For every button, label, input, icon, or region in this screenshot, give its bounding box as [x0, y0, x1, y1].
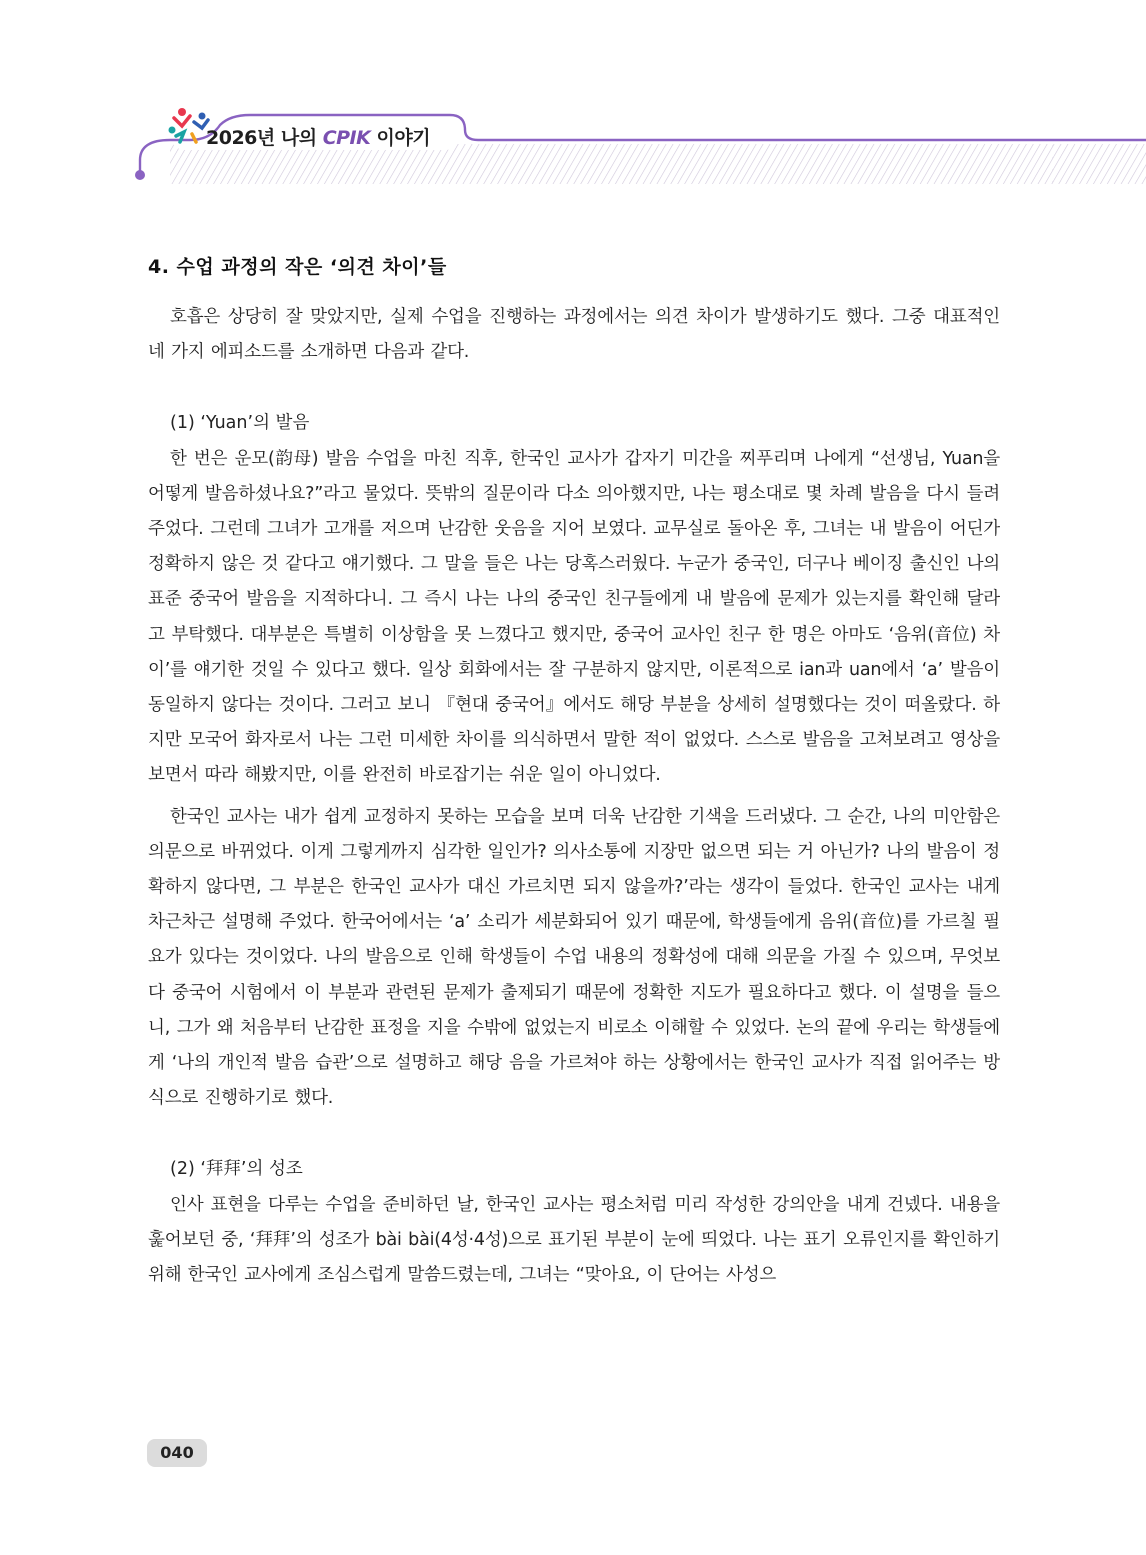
- episode-1-paragraph-2: 한국인 교사는 내가 쉽게 교정하지 못하는 모습을 보며 더욱 난감한 기색을 드러냈다. 그 순간, 나의 미안함은 의문으로 바뀌었다. 이게 그렇게까지 심각한 일인가? 의사소통에 지장만 없으면 되는 거 아닌가? 나의 발음이 정확하지 않다면, 그 부분은 한국인 교사가 대신 가르치면 되지 않을까?’라는 생각이 들었다. 한국인 교사는 내게 차근차근 설명해 주었다. 한국어에서는 ‘a’ 소리가 세분화되어 있기 때문에, 학생들에게 음위(音位)를 가르칠 필요가 있다는 것이었다. 나의 발음으로 인해 학생들이 수업 내용의 정확성에 대해 의문을 가질 수 있으며, 무엇보다 중국어 시험에서 이 부분과 관련된 문제가 출제되기 때문에 정확한 지도가 필요하다고 했다. 이 설명을 들으니, 그가 왜 처음부터 난감한 표정을 지을 수밖에 없었는지 비로소 이해할 수 있었다. 논의 끝에 우리는 학생들에게 ‘나의 개인적 발음 습관’으로 설명하고 해당 음을 가르쳐야 하는 상황에서는 한국인 교사가 직접 읽어주는 방식으로 진행하기로 했다.: [148, 806, 1000, 1109]
- episode-2-paragraph-1: 인사 표현을 다루는 수업을 준비하던 날, 한국인 교사는 평소처럼 미리 작성한 강의안을 내게 건넸다. 내용을 훑어보던 중, ‘拜拜’의 성조가 bài bài(4성·4성)으로 표기된 부분이 눈에 띄었다. 나는 표기 오류인지를 확인하기 위해 한국인 교사에게 조심스럽게 말씀드렸는데, 그녀는 “맞아요, 이 단어는 사성으: [148, 1194, 1000, 1286]
- episode-1-title: (1) ‘Yuan’의 발음: [170, 413, 310, 434]
- main-content: [148, 250, 1000, 1293]
- episode-1-paragraph-1: 한 번은 운모(韵母) 발음 수업을 마친 직후, 한국인 교사가 갑자기 미간을 찌푸리며 나에게 “선생님, Yuan을 어떻게 발음하셨나요?”라고 물었다. 뜻밖의 질문이라 다소 의아했지만, 나는 평소대로 몇 차례 발음을 다시 들려주었다. 그런데 그녀가 고개를 저으며 난감한 웃음을 지어 보였다. 교무실로 돌아온 후, 그녀는 내 발음이 어딘가 정확하지 않은 것 같다고 얘기했다. 그 말을 들은 나는 당혹스러웠다. 누군가 중국인, 더구나 베이징 출신인 나의 표준 중국어 발음을 지적하다니. 그 즉시 나는 나의 중국인 친구들에게 내 발음에 문제가 있는지를 확인해 달라고 부탁했다. 대부분은 특별히 이상함을 못 느꼈다고 했지만, 중국어 교사인 친구 한 명은 아마도 ‘음위(音位) 차이’를 얘기한 것일 수 있다고 했다. 일상 회화에서는 잘 구분하지 않지만, 이론적으로 ian과 uan에서 ‘a’ 발음이 동일하지 않다는 것이다. 그러고 보니 『현대 중국어』에서도 해당 부분을 상세히 설명했다는 것이 떠올랐다. 하지만 모국어 화자로서 나는 그런 미세한 차이를 의식하면서 말한 적이 없었다. 스스로 발음을 고쳐보려고 영상을 보면서 따라 해봤지만, 이를 완전히 바로잡기는 쉬운 일이 아니었다.: [148, 448, 1000, 786]
- section-heading: 4. 수업 과정의 작은 ‘의견 차이’들: [148, 256, 447, 278]
- brand-name: CPIK: [322, 127, 371, 149]
- intro-paragraph: 호흡은 상당히 잘 맞았지만, 실제 수업을 진행하는 과정에서는 의견 차이가 발생하기도 했다. 그중 대표적인 네 가지 에피소드를 소개하면 다음과 같다.: [148, 307, 1000, 363]
- page-number: 040: [147, 1439, 207, 1467]
- header-title: 2026년 나의 CPIK 이야기: [206, 127, 431, 149]
- running-header: [130, 100, 1146, 190]
- episode-2-title: (2) ‘拜拜’의 성조: [170, 1159, 303, 1180]
